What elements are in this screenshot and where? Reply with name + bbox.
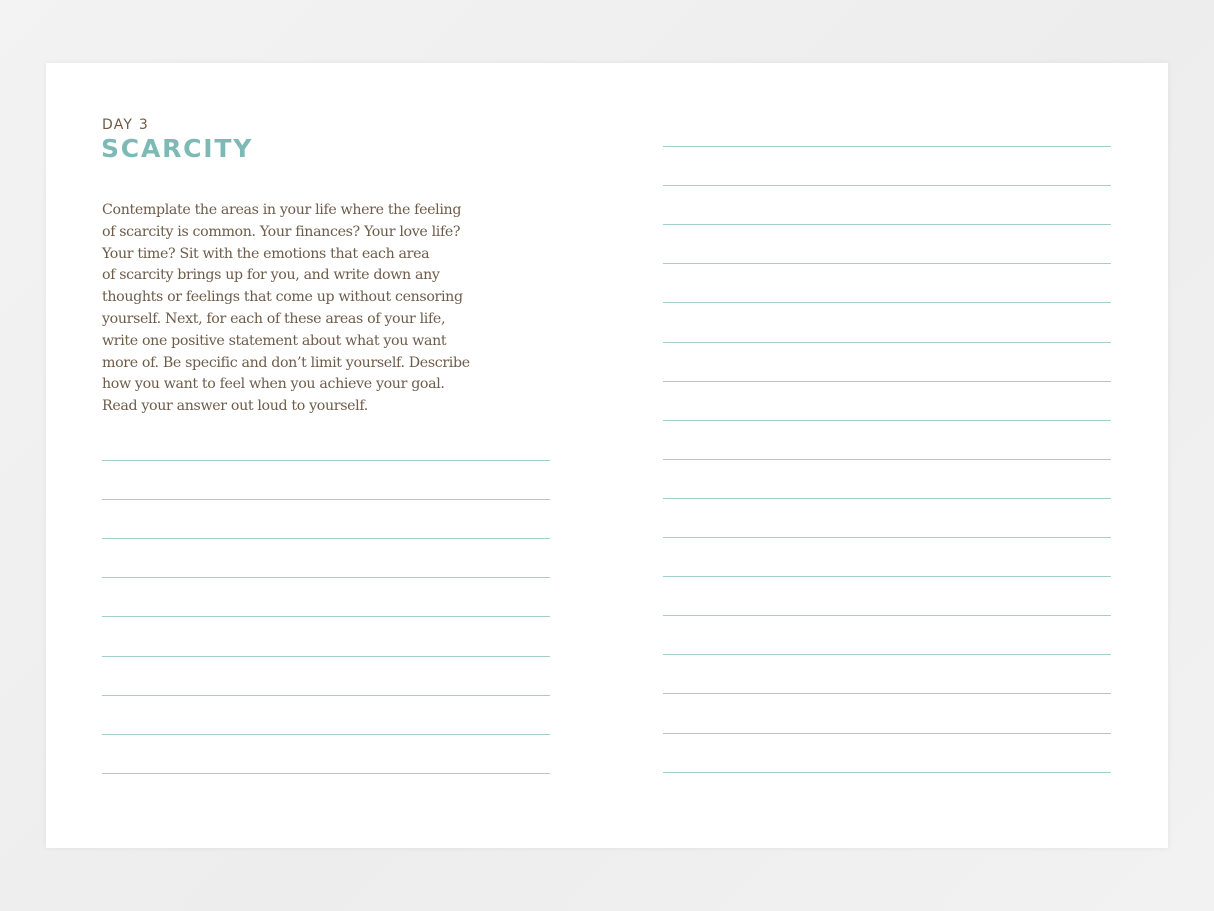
- writing-line: [663, 224, 1111, 225]
- writing-line: [663, 420, 1111, 421]
- writing-line: [663, 185, 1111, 186]
- prompt-line: Contemplate the areas in your life where the feeling: [102, 202, 462, 218]
- writing-line: [663, 615, 1111, 616]
- prompt-line: of scarcity is common. Your finances? Your love life?: [102, 223, 461, 240]
- writing-line: [663, 146, 1111, 147]
- journal-prompt: [102, 200, 492, 418]
- prompt-line: yourself. Next, for each of these areas of your life,: [102, 310, 446, 327]
- writing-line: [102, 460, 550, 461]
- day-label: DAY 3: [102, 117, 149, 133]
- writing-line: [102, 538, 550, 539]
- writing-line: [102, 577, 550, 578]
- writing-line: [102, 734, 550, 735]
- writing-line: [663, 302, 1111, 303]
- writing-line: [663, 263, 1111, 264]
- writing-line: [663, 693, 1111, 694]
- prompt-line: more of. Be specific and don’t limit yourself. Describe: [102, 354, 470, 371]
- writing-line: [663, 498, 1111, 499]
- prompt-line: thoughts or feelings that come up without censoring: [102, 289, 463, 306]
- prompt-line: of scarcity brings up for you, and write down any: [102, 267, 440, 284]
- writing-line: [663, 654, 1111, 655]
- writing-line: [663, 381, 1111, 382]
- prompt-line: Read your answer out loud to yourself.: [102, 398, 368, 415]
- right-page: [607, 63, 1168, 848]
- writing-line: [102, 499, 550, 500]
- writing-line: [102, 773, 550, 774]
- writing-line: [663, 772, 1111, 773]
- writing-line: [663, 342, 1111, 343]
- writing-line: [102, 656, 550, 657]
- writing-line: [663, 459, 1111, 460]
- prompt-line: how you want to feel when you achieve your goal.: [102, 376, 445, 393]
- writing-line: [102, 695, 550, 696]
- prompt-line: Your time? Sit with the emotions that each area: [102, 245, 430, 262]
- writing-line: [102, 616, 550, 617]
- left-page: [46, 63, 607, 848]
- journal-spread: [46, 63, 1168, 848]
- prompt-line: write one positive statement about what you want: [102, 332, 447, 349]
- writing-line: [663, 576, 1111, 577]
- page-title: SCARCITY: [101, 134, 254, 163]
- writing-line: [663, 733, 1111, 734]
- writing-line: [663, 537, 1111, 538]
